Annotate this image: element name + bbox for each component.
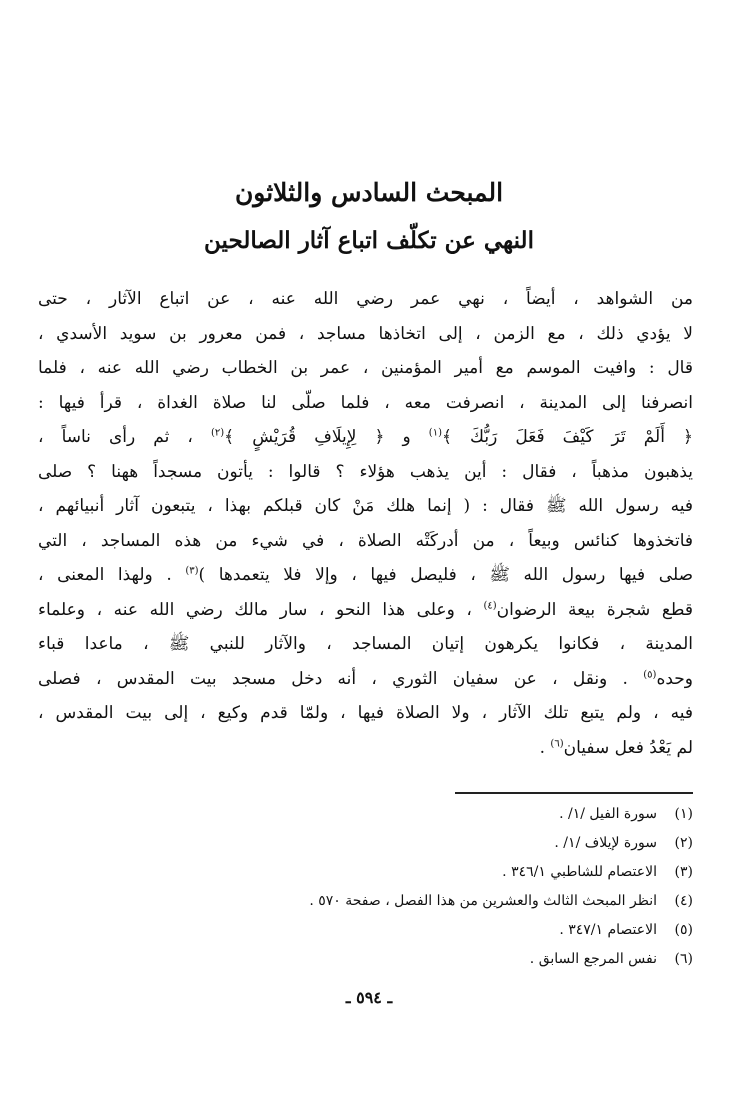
body-line: وحده$^{(٥)}$ . ونقل ، عن سفيان الثوري ، أنه دخل مسجد بيت المقدس ، فصلى: [38, 668, 693, 689]
body-line: انصرفنا إلى المدينة ، انصرفت معه ، فلما صلّى لنا صلاة الغداة ، قرأ فيها :: [38, 392, 693, 413]
footnote: (١) سورة الفيل /١/ .: [559, 806, 693, 822]
footnote: (٥) الاعتصام ٣٤٧/١ .: [559, 922, 693, 938]
footnote-divider: [455, 792, 693, 794]
page-number: ـ ٥٩٤ ـ: [345, 988, 393, 1007]
footnote-ref: (٤): [483, 599, 497, 611]
chapter-subtitle: النهي عن تكلّف اتباع آثار الصالحين: [204, 227, 534, 254]
footnote-ref: (٣): [185, 565, 199, 577]
body-line: قال : وافيت الموسم مع أمير المؤمنين ، عمر بن الخطاب رضي الله عنه ، فلما: [38, 358, 693, 378]
footnote: (٣) الاعتصام للشاطبي ٣٤٦/١ .: [502, 864, 693, 880]
chapter-title: المبحث السادس والثلاثون: [234, 178, 504, 207]
footnote-ref: (٢): [210, 427, 225, 439]
footnote: (٤) انظر المبحث الثالث والعشرين من هذا الفصل ، صفحة ٥٧٠ .: [309, 893, 693, 909]
footnote: (٦) نفس المرجع السابق .: [529, 951, 693, 967]
body-line: يذهبون مذهباً ، فقال : أين يذهب هؤلاء ؟ قالوا : يأتون مسجداً ههنا ؟ صلى: [38, 461, 693, 482]
body-line: صلى فيها رسول الله ﷺ ، فليصل فيها ، وإلا فلا يتعمدها )$^{(٣)}$ . ولهذا المعنى ،: [38, 565, 694, 585]
footnote-ref: (٥): [643, 668, 657, 680]
footnote-ref: (٦): [550, 737, 564, 749]
body-line: لم يَعْدُ فعل سفيان$^{(٦)}$ .: [539, 737, 693, 758]
body-line: لا يؤدي ذلك ، مع الزمن ، إلى اتخاذها مساجد ، فمن معرور بن سويد الأسدي ،: [38, 323, 693, 344]
body-line: فيه ، ولم يتبع تلك الآثار ، ولا الصلاة فيها ، ولمّا قدم وكيع ، إلى بيت المقدس ،: [38, 703, 693, 723]
body-line: ﴿ أَلَمْ تَرَ كَيْفَ فَعَلَ رَبُّكَ ﴾$^{(١)}$ و ﴿ لِإِيلَافِ قُرَيْشٍ ﴾$^{(٢)}$ ، ثم رأى ناساً ،: [38, 427, 693, 447]
body-line: فاتخذوها كنائس وبيعاً ، من أدركَتْه الصلاة ، في شيء من هذه المساجد ، التي: [38, 530, 693, 551]
body-line: من الشواهد ، أيضاً ، نهي عمر رضي الله عنه ، عن اتباع الآثار ، حتى: [38, 289, 693, 309]
footnotes: [53, 800, 693, 974]
body-text: [38, 282, 693, 765]
footnote: (٢) سورة لإيلاف /١/ .: [554, 835, 693, 851]
body-line: قطع شجرة بيعة الرضوان$^{(٤)}$ ، وعلى هذا النحو ، سار مالك رضي الله عنه ، وعلماء: [38, 599, 693, 620]
body-line: فيه رسول الله ﷺ فقال : ( إنما هلك مَنْ كان قبلكم بهذا ، يتبعون آثار أنبيائهم ،: [38, 496, 693, 516]
body-line: المدينة ، فكانوا يكرهون إتيان المساجد ، والآثار للنبي ﷺ ، ماعدا قباء: [38, 634, 693, 654]
footnote-ref: (١): [428, 427, 442, 439]
